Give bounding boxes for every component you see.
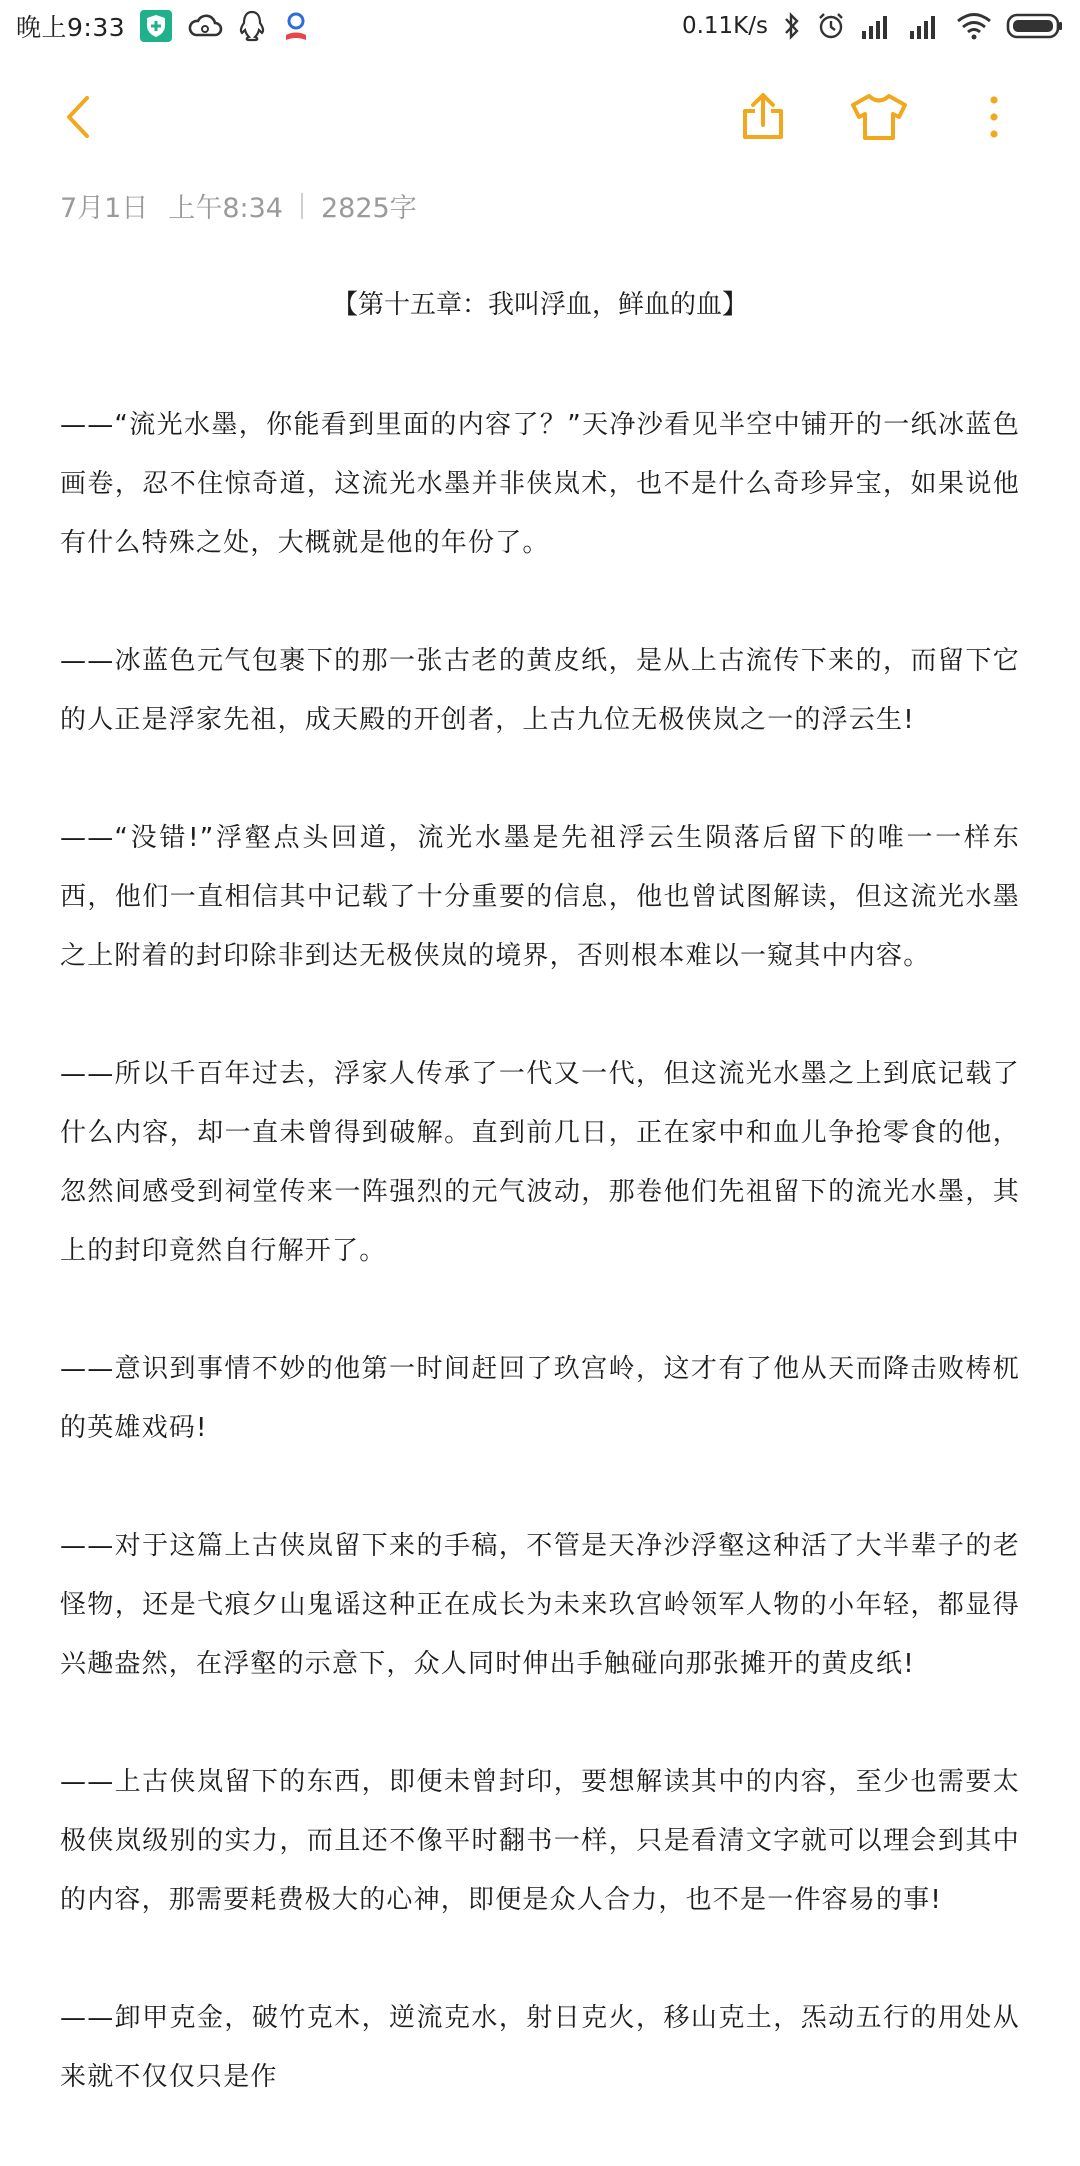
qq-icon xyxy=(237,9,267,43)
chapter-title: 【第十五章：我叫浮血，鲜血的血】 xyxy=(331,290,748,320)
note-body[interactable] xyxy=(60,276,1020,2166)
paragraph: ——上古侠岚留下的东西，即便未曾封印，要想解读其中的内容，至少也需要太极侠岚级别的实力，而且还不像平时翻书一样，只是看清文字就可以理会到其中的内容，那需要耗费极大的心神，即便是众人合力，也不是一件容易的事! xyxy=(60,1767,1020,1915)
theme-button[interactable] xyxy=(840,80,918,158)
share-button[interactable] xyxy=(724,80,802,158)
status-time: 晚上9:33 xyxy=(16,13,126,42)
battery-icon xyxy=(1006,12,1064,40)
note-date: 7月1日 xyxy=(60,193,149,224)
paragraph: ——对于这篇上古侠岚留下来的手稿，不管是天净沙浮壑这种活了大半辈子的老怪物，还是弋痕夕山鬼谣这种正在成长为未来玖宫岭领军人物的小年轻，都显得兴趣盎然，在浮壑的示意下，众人同时伸出手触碰向那张摊开的黄皮纸! xyxy=(60,1531,1020,1679)
network-speed: 0.11K/s xyxy=(681,13,768,39)
alarm-icon xyxy=(816,11,846,41)
more-icon xyxy=(987,94,1001,144)
paragraph: ——意识到事情不妙的他第一时间赶回了玖宫岭，这才有了他从天而降击败梼杌的英雄戏码! xyxy=(60,1354,1020,1443)
status-left xyxy=(16,8,311,44)
share-icon xyxy=(737,91,789,147)
tshirt-icon xyxy=(849,91,909,147)
shield-app-icon xyxy=(139,9,173,43)
cloud-icon xyxy=(187,11,223,41)
paragraph: ——“流光水墨，你能看到里面的内容了？”天净沙看见半空中铺开的一纸冰蓝色画卷，忍不住惊奇道，这流光水墨并非侠岚术，也不是什么奇珍异宝，如果说他有什么特殊之处，大概就是他的年份了。 xyxy=(60,410,1020,558)
back-icon xyxy=(59,92,99,146)
signal-hd-icon xyxy=(860,11,894,41)
back-button[interactable] xyxy=(40,80,118,158)
paragraph: ——“没错!”浮壑点头回道，流光水墨是先祖浮云生陨落后留下的唯一一样东西，他们一直相信其中记载了十分重要的信息，他也曾试图解读，但这流光水墨之上附着的封印除非到达无极侠岚的境界，否则根本难以一窥其中内容。 xyxy=(60,823,1020,971)
note-time: 上午8:34 xyxy=(168,193,283,224)
bluetooth-icon xyxy=(782,11,802,41)
paragraph: ——所以千百年过去，浮家人传承了一代又一代，但这流光水墨之上到底记载了什么内容，却一直未曾得到破解。直到前几日，正在家中和血儿争抢零食的他，忽然间感受到祠堂传来一阵强烈的元气波动，那卷他们先祖留下的流光水墨，其上的封印竟然自行解开了。 xyxy=(60,1059,1020,1266)
status-bar xyxy=(0,0,1080,52)
note-toolbar xyxy=(0,80,1080,158)
meta-divider xyxy=(301,193,303,219)
more-button[interactable] xyxy=(955,80,1033,158)
word-count: 2825字 xyxy=(321,193,417,224)
signal-icon xyxy=(908,11,942,41)
paragraph: ——卸甲克金，破竹克木，逆流克水，射日克火，移山克土，炁动五行的用处从来就不仅仅只是作 xyxy=(60,2003,1020,2092)
note-meta xyxy=(60,186,417,225)
paragraph: ——冰蓝色元气包裹下的那一张古老的黄皮纸，是从上古流传下来的，而留下它的人正是浮家先祖，成天殿的开创者，上古九位无极侠岚之一的浮云生! xyxy=(60,646,1020,735)
wifi-icon xyxy=(956,12,992,40)
ime-icon xyxy=(281,9,311,43)
status-right xyxy=(682,11,1064,41)
